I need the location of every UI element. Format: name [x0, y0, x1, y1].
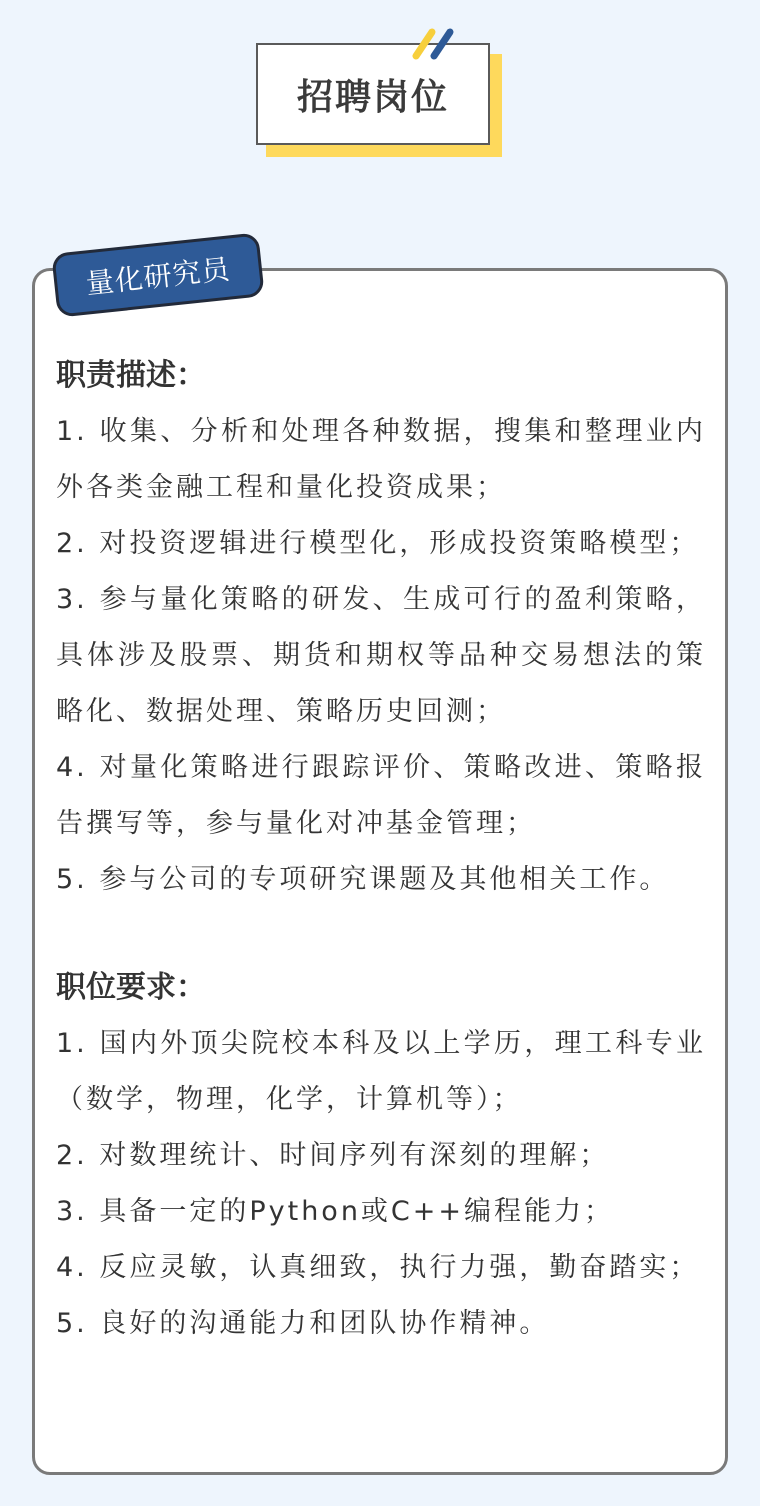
- job-content: [56, 352, 706, 1352]
- list-item: 1. 收集、分析和处理各种数据，搜集和整理业内外各类金融工程和量化投资成果；: [56, 416, 706, 503]
- list-item: 5. 良好的沟通能力和团队协作精神。: [56, 1308, 550, 1339]
- list-item: 4. 对量化策略进行跟踪评价、策略改进、策略报告撰写等，参与量化对冲基金管理；: [56, 752, 706, 839]
- list-item: 3. 参与量化策略的研发、生成可行的盈利策略，具体涉及股票、期货和期权等品种交易想法的策略化、数据处理、策略历史回测；: [56, 584, 706, 727]
- list-item: 2. 对数理统计、时间序列有深刻的理解；: [56, 1140, 610, 1171]
- list-item: 5. 参与公司的专项研究课题及其他相关工作。: [56, 864, 670, 895]
- list-item: 2. 对投资逻辑进行模型化，形成投资策略模型；: [56, 528, 700, 559]
- responsibilities-section: [56, 352, 706, 908]
- role-title: 量化研究员: [84, 252, 232, 301]
- double-slash-icon: [404, 26, 464, 66]
- list-item: 4. 反应灵敏，认真细致，执行力强，勤奋踏实；: [56, 1252, 700, 1283]
- requirements-title: 职位要求：: [56, 970, 206, 1005]
- responsibilities-title: 职责描述：: [56, 358, 206, 393]
- list-item: 3. 具备一定的Python或C++编程能力；: [56, 1196, 615, 1227]
- requirements-section: [56, 964, 706, 1352]
- list-item: 1. 国内外顶尖院校本科及以上学历，理工科专业（数学，物理，化学，计算机等）；: [56, 1028, 706, 1115]
- page-title: 招聘岗位: [296, 76, 449, 118]
